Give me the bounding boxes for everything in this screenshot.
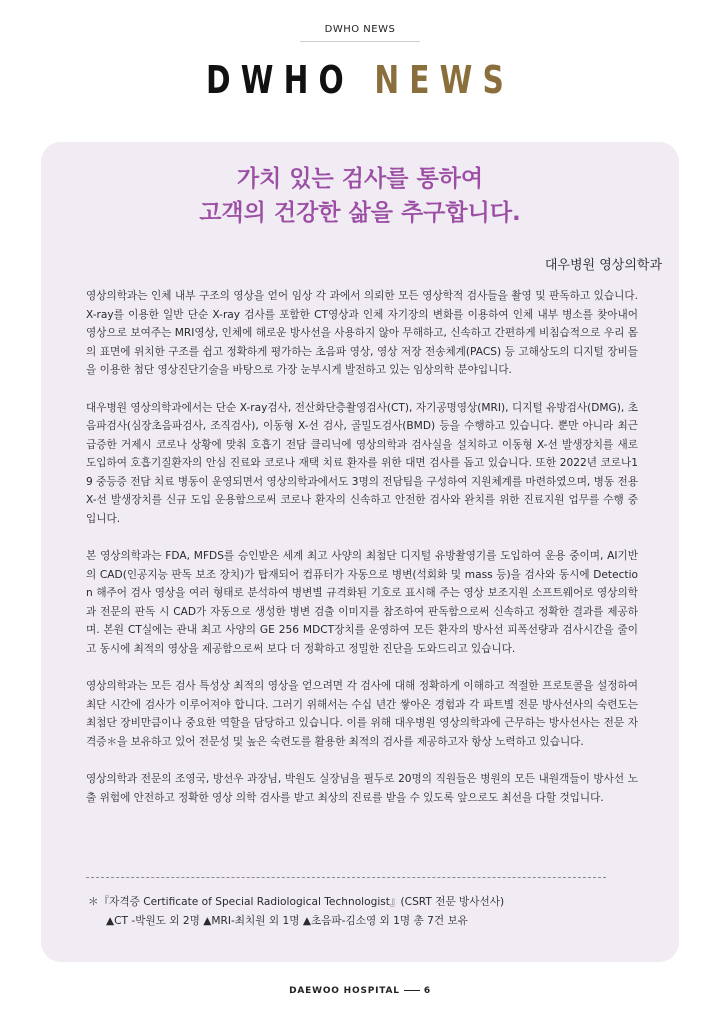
- dashed-divider: [86, 877, 606, 878]
- paragraph-2: 대우병원 영상의학과에서는 단순 X-ray검사, 전산화단층촬영검사(CT), 자기공명영상(MRI), 디지털 유방검사(DMG), 초음파검사(심장초음파검사, 조직검사), 이동형 X-선 검사, 골밀도검사(BMD) 등을 수행하고 있습니다. 뿐만 아니라 최근 급증한 거제시 코로나 상황에 맞춰 호흡기 전담 클리닉에 영상의학과 검사실을 설치하고 이동형 X-선 발생장치를 새로 도입하여 호흡기질환자의 안심 진료와 코로나 재택 치료 환자를 위한 대면 검사를 돕고 있습니다. 또한 2022년 코로나19 중등증 전담 치료 병동이 운영되면서 영상의학과에서도 3명의 전담팀을 구성하여 지원체계를 마련하였으며, 병동 전용 X-선 발생장치를 신규 도입 운용함으로써 코로나 환자의 신속하고 안전한 검사와 완치를 위한 진료지원 업무를 수행 중입니다.: [86, 401, 638, 525]
- article-headline: [0, 162, 720, 230]
- article-body: [86, 287, 638, 826]
- headline-line-2: 고객의 건강한 삶을 추구합니다.: [199, 200, 521, 226]
- paragraph-4: 영상의학과는 모든 검사 특성상 최적의 영상을 얻으려면 각 검사에 대해 정확하게 이해하고 적절한 프로토콜을 설정하여 최단 시간에 검사가 이루어져야 합니다. 그러기 위해서는 수십 년간 쌓아온 경험과 각 파트별 전문 방사선사의 숙련도는 최첨단 장비만큼이나 중요한 역할을 담당하고 있습니다. 이를 위해 대우병원 영상의학과에 근무하는 방사선사는 전문 자격증＊을 보유하고 있어 전문성 및 높은 숙련도를 활용한 최적의 검사를 제공하고자 항상 노력하고 있습니다.: [86, 680, 638, 748]
- department-name: 대우병원 영상의학과: [544, 258, 662, 273]
- page-number: 6: [423, 986, 431, 996]
- masthead: [79, 58, 641, 102]
- masthead-dwho: DWHO: [205, 58, 354, 102]
- footnote-certificate: ＊『자격증 Certificate of Special Radiological Technologist』(CSRT 전문 방사선사): [88, 896, 505, 908]
- paragraph-5: 영상의학과 전문의 조영국, 방선우 과장님, 박원도 실장님을 필두로 20명의 직원들은 병원의 모든 내원객들이 방사선 노출 위험에 안전하고 정확한 영상 의학 검사를 받고 최상의 진료를 받을 수 있도록 앞으로도 최선을 다할 것입니다.: [86, 773, 638, 804]
- paragraph-3: 본 영상의학과는 FDA, MFDS를 승인받은 세계 최고 사양의 최첨단 디지털 유방촬영기를 도입하여 운용 중이며, AI기반의 CAD(인공지능 판독 보조 장치)가 탑재되어 컴퓨터가 자동으로 병변(석회화 및 mass 등)을 검사와 동시에 Detection 해주어 검사 영상을 여러 형태로 분석하여 병변별 규격화된 기호로 표시해 주는 영상 보조지원 소프트웨어로 영상의학과 전문의 판독 시 CAD가 자동으로 생성한 병변 검출 이미지를 참조하여 판독함으로써 신속하고 정확한 결과를 제공하며. 본원 CT실에는 관내 최고 사양의 GE 256 MDCT장치를 운영하여 모든 환자의 방사선 피폭선량과 검사시간을 줄이고 동시에 최적의 영상을 제공함으로써 보다 더 정확하고 정밀한 진단을 도와드리고 있습니다.: [86, 550, 638, 655]
- paragraph-1: 영상의학과는 인체 내부 구조의 영상을 얻어 임상 각 과에서 의뢰한 모든 영상학적 검사들을 촬영 및 판독하고 있습니다. X-ray를 이용한 일반 단순 X-ray 검사를 포함한 CT영상과 인체 자기장의 변화를 이용하여 인체 내부 병소를 찾아내어 영상으로 보여주는 MRI영상, 인체에 해로운 방사선을 사용하지 않아 무해하고, 신속하고 간편하게 비침습적으로 우리 몸의 표면에 위치한 구조를 쉽고 정확하게 평가하는 초음파 영상, 영상 저장 전송체계(PACS) 등 고해상도의 디지털 장비들을 이용한 첨단 영상진단기술을 바탕으로 가장 눈부시게 발전하고 있는 임상의학 분야입니다.: [86, 290, 638, 376]
- footer-separator: [404, 990, 420, 991]
- footer-publication: DAEWOO HOSPITAL: [289, 986, 400, 996]
- footnote: [88, 893, 648, 931]
- page-footer: [0, 986, 720, 996]
- footnote-holders: ▲CT -박원도 외 2명 ▲MRI-최치원 외 1명 ▲초음파-김소영 외 1명 총 7건 보유: [106, 915, 468, 927]
- section-label: DWHO NEWS: [324, 24, 396, 35]
- masthead-news: NEWS: [374, 58, 514, 102]
- headline-line-1: 가치 있는 검사를 통하여: [236, 166, 484, 192]
- header-rule: [300, 41, 420, 42]
